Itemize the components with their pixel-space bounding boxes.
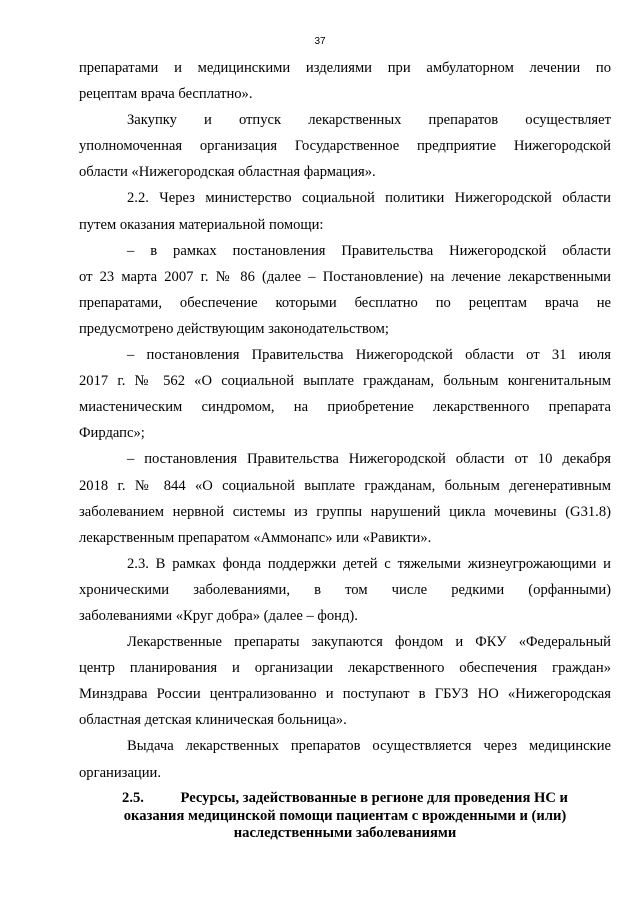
text-line: путем оказания материальной помощи: (79, 216, 324, 233)
text-line: Фирдапс»; (79, 425, 145, 442)
text-line: – постановления Правительства Нижегородской области от 10 декабря (127, 451, 611, 468)
text-line: 2017 г. № 562 «О социальной выплате гражданам, больным конгенитальным (79, 373, 611, 390)
heading-text-1: Ресурсы, задействованные в регионе для проведения НС и (180, 790, 568, 806)
text-line: миастеническим синдромом, на приобретение лекарственного препарата (79, 399, 611, 416)
text-line: 2.3. В рамках фонда поддержки детей с тяжелыми жизнеугрожающими и (127, 555, 611, 572)
body-text (79, 55, 611, 786)
text-line: 2.2. Через министерство социальной политики Нижегородской области (127, 190, 611, 207)
heading-line-2: оказания медицинской помощи пациентам с врожденными и (или) (123, 807, 567, 824)
text-line: 2018 г. № 844 «О социальной выплате гражданам, больным дегенеративным (79, 477, 611, 494)
text-line: Выдача лекарственных препаратов осуществляется через медицинские (127, 738, 611, 755)
text-line: лекарственным препаратом «Аммонапс» или «Равикти». (79, 529, 432, 546)
text-line: рецептам врача бесплатно». (79, 86, 253, 103)
text-line: – в рамках постановления Правительства Нижегородской области (127, 242, 611, 259)
page-number: 37 (314, 36, 326, 47)
text-line: от 23 марта 2007 г. № 86 (далее – Постановление) на лечение лекарственными (79, 268, 611, 285)
text-line: Закупку и отпуск лекарственных препаратов осуществляет (127, 112, 611, 129)
text-line: уполномоченная организация Государственное предприятие Нижегородской (79, 138, 611, 155)
text-line: организации. (79, 764, 161, 781)
text-line: заболеваниями «Круг добра» (далее – фонд). (79, 607, 358, 624)
heading-number: 2.5. (122, 790, 144, 806)
text-line: областная детская клиническая больница». (79, 712, 347, 729)
text-line: предусмотрено действующим законодательством; (79, 320, 389, 337)
text-line: заболеванием нервной системы из группы нарушений цикла мочевины (G31.8) (79, 503, 611, 520)
heading-line-3: наследственными заболеваниями (233, 825, 457, 841)
heading-line-1 (79, 790, 611, 808)
text-line: препаратами, обеспечение которыми бесплатно по рецептам врача не (79, 294, 611, 311)
text-line: Лекарственные препараты закупаются фондом и ФКУ «Федеральный (127, 634, 611, 651)
text-line: области «Нижегородская областная фармация». (79, 164, 376, 181)
section-heading (79, 790, 611, 843)
text-line: препаратами и медицинскими изделиями при амбулаторном лечении по (79, 60, 611, 76)
text-line: центр планирования и организации лекарственного обеспечения граждан» (79, 660, 611, 677)
text-line: хроническими заболеваниями, в том числе редкими (орфанными) (79, 581, 611, 598)
text-line: – постановления Правительства Нижегородской области от 31 июля (127, 347, 611, 364)
text-line: Минздрава России централизованно и поступают в ГБУЗ НО «Нижегородская (79, 686, 611, 703)
